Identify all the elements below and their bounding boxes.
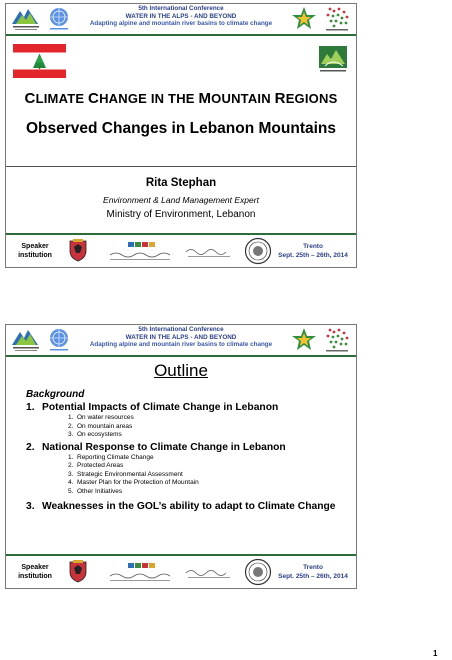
alpine-convention-logo-icon bbox=[10, 6, 42, 32]
outline-subitem: 1. Reporting Climate Change bbox=[68, 453, 154, 461]
title-cap-c2: C bbox=[88, 90, 100, 107]
event-date-location bbox=[274, 242, 352, 260]
conference-line-3: Adapting alpine and mountain river basins to climate change bbox=[89, 20, 273, 27]
event-date-location bbox=[274, 563, 352, 581]
outline-item-1 bbox=[26, 402, 346, 414]
coat-of-arms-icon bbox=[68, 559, 88, 583]
subitem-label: On ecosystems bbox=[77, 431, 122, 438]
outline-item-label: National Response to Climate Change in Lebanon bbox=[42, 441, 286, 453]
star-logo-icon bbox=[290, 327, 318, 353]
outline-list bbox=[26, 389, 346, 513]
speaker-organization: Ministry of Environment, Lebanon bbox=[106, 209, 256, 220]
event-location: Trento bbox=[303, 243, 323, 250]
slide-outline bbox=[5, 324, 357, 589]
conference-header-text bbox=[76, 5, 286, 28]
slide-header bbox=[6, 4, 356, 34]
outline-subitem: 2. On mountain areas bbox=[68, 422, 133, 430]
title-part-3: OUNTAIN bbox=[211, 91, 275, 106]
university-seal-icon bbox=[244, 558, 272, 586]
conference-line-3: Adapting alpine and mountain river basins to climate change bbox=[89, 341, 273, 348]
environment-logo-icon bbox=[317, 44, 349, 74]
conference-line-1: 5th International Conference bbox=[138, 5, 224, 12]
event-dates: Sept. 25th – 26th, 2014 bbox=[278, 573, 348, 580]
coat-of-arms-icon bbox=[68, 238, 88, 262]
title-cap-r: R bbox=[274, 90, 286, 107]
dotted-logo-icon bbox=[322, 326, 352, 354]
title-part-4: EGIONS bbox=[285, 91, 338, 106]
speaker-institution-label bbox=[11, 242, 59, 260]
slide-header bbox=[6, 325, 356, 355]
outline-subitem: 5. Other Initiatives bbox=[68, 487, 123, 495]
lebanon-flag-icon bbox=[13, 44, 66, 78]
slide-footer bbox=[6, 554, 356, 588]
university-seal-icon bbox=[244, 237, 272, 265]
outline-item-2 bbox=[26, 442, 346, 454]
speaker-role: Environment & Land Management Expert bbox=[103, 195, 259, 205]
slide-footer bbox=[6, 233, 356, 267]
star-logo-icon bbox=[290, 6, 318, 32]
conference-line-2: WATER IN THE ALPS - AND BEYOND bbox=[125, 12, 237, 20]
header-rule bbox=[6, 34, 356, 36]
title-cap-m: M bbox=[198, 90, 212, 107]
speaker-institution-label bbox=[11, 563, 59, 581]
outline-subitem: 3. On ecosystems bbox=[68, 431, 122, 438]
presentation-subtitle: Observed Changes in Lebanon Mountains bbox=[25, 120, 337, 137]
subitem-label: On water resources bbox=[77, 414, 134, 421]
outline-subitem: 4. Master Plan for the Protection of Mountain bbox=[68, 479, 199, 486]
title-separator bbox=[6, 166, 356, 167]
subitem-label: Protected Areas bbox=[77, 462, 124, 469]
subitem-label: Master Plan for the Protection of Mountain bbox=[77, 479, 199, 486]
speaker-name: Rita Stephan bbox=[145, 177, 217, 189]
subitem-label: Strategic Environmental Assessment bbox=[77, 470, 183, 478]
un-logo-icon bbox=[46, 327, 72, 353]
event-location: Trento bbox=[303, 564, 323, 571]
presentation-title bbox=[6, 90, 356, 107]
footer-rule bbox=[6, 554, 356, 556]
outline-item-number: 1. bbox=[26, 402, 35, 413]
slide-title bbox=[5, 3, 357, 268]
outline-title: Outline bbox=[154, 361, 208, 380]
outline-item-label: Weaknesses in the GOL’s ability to adapt to Climate Change bbox=[42, 501, 336, 512]
subitem-label: On mountain areas bbox=[77, 422, 133, 430]
institution-logos-icon bbox=[106, 562, 176, 584]
footer-left-line-2: institution bbox=[18, 573, 52, 580]
title-part-2: HANGE IN THE bbox=[99, 91, 199, 106]
footer-left-line-1: Speaker bbox=[21, 243, 49, 250]
event-dates: Sept. 25th – 26th, 2014 bbox=[278, 252, 348, 259]
subitem-label: Reporting Climate Change bbox=[77, 453, 154, 461]
outline-subitem: 3. Strategic Environmental Assessment bbox=[68, 470, 183, 478]
signature-logo-icon bbox=[184, 243, 234, 261]
title-part-1: LIMATE bbox=[35, 91, 89, 106]
signature-logo-icon bbox=[184, 564, 234, 582]
outline-item-number: 3. bbox=[26, 501, 35, 512]
outline-item-number: 2. bbox=[26, 441, 35, 453]
footer-left-line-1: Speaker bbox=[21, 564, 49, 571]
page-number: 1 bbox=[433, 649, 438, 658]
footer-rule bbox=[6, 233, 356, 235]
conference-line-2: WATER IN THE ALPS - AND BEYOND bbox=[125, 333, 237, 341]
title-cap-c1: C bbox=[24, 90, 36, 107]
outline-subitem: 2. Protected Areas bbox=[68, 462, 124, 469]
footer-left-line-2: institution bbox=[18, 252, 52, 259]
subitem-label: Other Initiatives bbox=[77, 487, 123, 495]
institution-logos-icon bbox=[106, 241, 176, 263]
outline-item-3 bbox=[26, 501, 346, 513]
conference-line-1: 5th International Conference bbox=[138, 326, 224, 333]
outline-background: Background bbox=[26, 389, 85, 400]
header-rule bbox=[6, 355, 356, 357]
un-logo-icon bbox=[46, 6, 72, 32]
alpine-convention-logo-icon bbox=[10, 327, 42, 353]
outline-item-label: Potential Impacts of Climate Change in Lebanon bbox=[42, 402, 279, 413]
dotted-logo-icon bbox=[322, 5, 352, 33]
conference-header-text bbox=[76, 326, 286, 349]
outline-subitem: 1. On water resources bbox=[68, 414, 134, 421]
